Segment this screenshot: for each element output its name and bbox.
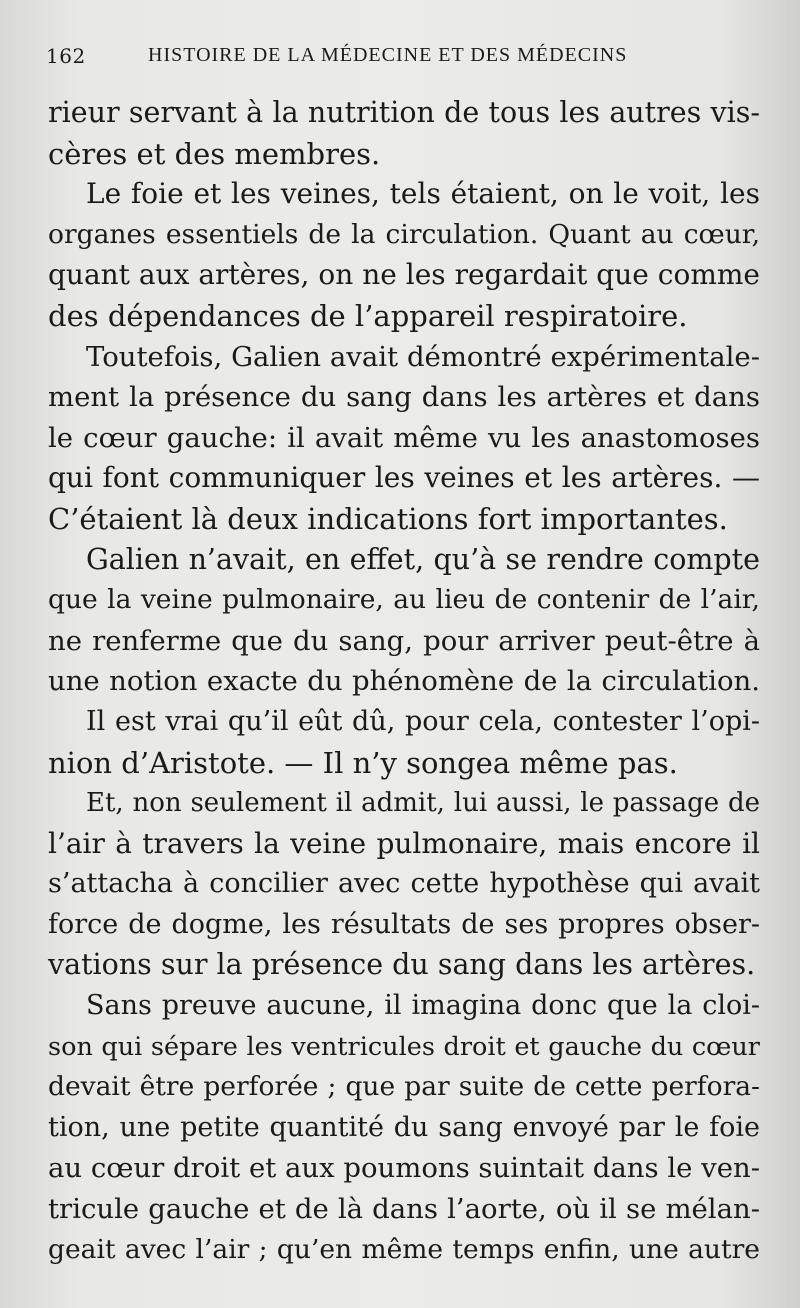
text-line: Il est vrai qu’il eût dû, pour cela, contester l’opi- <box>86 705 760 737</box>
text-line: ne renferme que du sang, pour arriver peut-être à <box>48 624 760 657</box>
text-line: geait avec l’air ; qu’en même temps enfin, une autre <box>48 1233 760 1265</box>
text-line: Galien n’avait, en effet, qu’à se rendre compte <box>86 542 760 576</box>
page-header <box>46 44 760 74</box>
text-line: l’air à travers la veine pulmonaire, mais encore il <box>48 826 760 860</box>
text-line: C’étaient là deux indications fort importantes. <box>48 501 728 536</box>
running-title: HISTOIRE DE LA MÉDECINE ET DES MÉDECINS <box>148 44 628 66</box>
text-line: tion, une petite quantité du sang envoyé par le foie <box>48 1111 760 1143</box>
text-line: le cœur gauche: il avait même vu les anastomoses <box>48 421 760 454</box>
text-line: force de dogme, les résultats de ses propres obser- <box>48 908 760 940</box>
text-line: nion d’Aristote. — Il n’y songea même pas. <box>48 745 678 780</box>
text-line: Le foie et les veines, tels étaient, on le voit, les <box>86 177 760 211</box>
text-line: Et, non seulement il admit, lui aussi, le passage de <box>86 788 760 819</box>
text-line: organes essentiels de la circulation. Quant au cœur, <box>48 218 760 250</box>
text-line: rieur servant à la nutrition de tous les autres vis- <box>48 96 760 129</box>
text-line: s’attacha à concilier avec cette hypothèse qui avait <box>48 868 760 900</box>
text-line: devait être perforée ; que par suite de cette perfora- <box>48 1071 760 1103</box>
page-number: 162 <box>46 44 86 68</box>
text-line: tricule gauche et de là dans l’aorte, où il se mélan- <box>48 1193 760 1226</box>
text-line: quant aux artères, on ne les regardait que comme <box>48 258 760 292</box>
text-line: vations sur la présence du sang dans les artères. <box>48 948 756 982</box>
text-line: Sans preuve aucune, il imagina donc que la cloi- <box>86 990 760 1022</box>
text-line: des dépendances de l’appareil respiratoire. <box>48 298 688 333</box>
text-line: au cœur droit et aux poumons suintait dans le ven- <box>48 1152 760 1185</box>
text-line: cères et des membres. <box>48 136 381 171</box>
text-line: son qui sépare les ventricules droit et gauche du cœur <box>48 1031 760 1062</box>
text-line: ment la présence du sang dans les artères et dans <box>48 381 760 414</box>
body-text <box>48 93 760 1270</box>
text-line: que la veine pulmonaire, au lieu de contenir de l’air, <box>48 584 760 616</box>
text-line: qui font communiquer les veines et les artères. — <box>48 461 760 495</box>
text-line: Toutefois, Galien avait démontré expérimentale- <box>86 340 760 373</box>
text-line: une notion exacte du phénomène de la circulation. <box>48 665 760 698</box>
